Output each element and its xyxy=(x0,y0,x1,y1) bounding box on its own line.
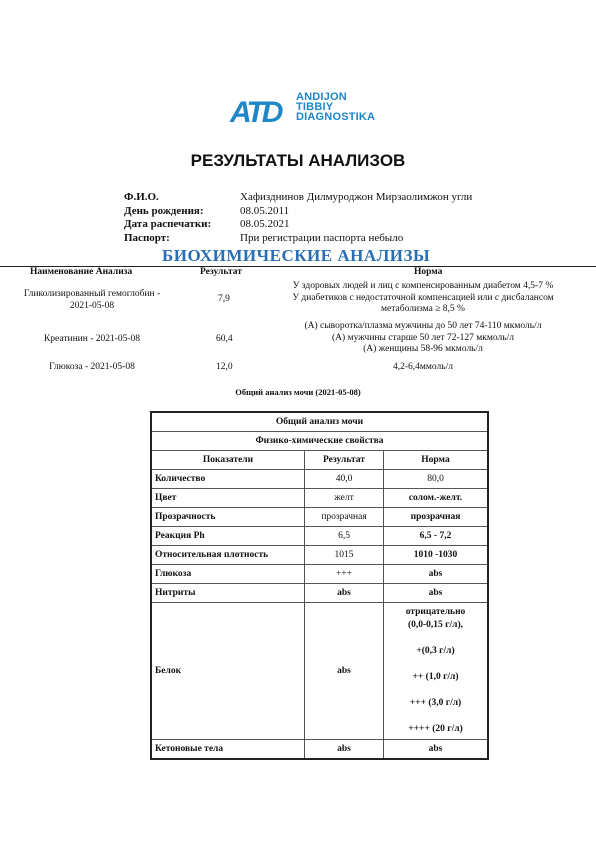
norm-line: +++ (3,0 г/л) xyxy=(409,698,462,708)
biochem-norm xyxy=(250,281,596,316)
logo-text xyxy=(296,92,375,122)
norm-line xyxy=(387,684,484,697)
info-row-passport xyxy=(124,232,472,246)
biochem-result: 12,0 xyxy=(216,362,233,372)
norm: прозрачная xyxy=(384,508,489,527)
logo-line: DIAGNOSTIKA xyxy=(296,111,376,123)
norm xyxy=(384,603,489,740)
param: Прозрачность xyxy=(151,508,305,527)
info-value: При регистрации паспорта небыло xyxy=(240,231,404,244)
logo-line: ANDIJON xyxy=(296,91,347,103)
table-section: Физико-химические свойства xyxy=(151,432,488,451)
biochem-name-line: Гликолизированный гемоглобин - xyxy=(23,289,161,299)
param: Реакция Ph xyxy=(151,527,305,546)
norm: abs xyxy=(384,565,489,584)
table-row xyxy=(151,489,488,508)
info-label: Дата распечатки: xyxy=(124,218,212,230)
biochem-norm xyxy=(250,321,596,356)
param: Нитриты xyxy=(151,584,305,603)
info-row-dob xyxy=(124,205,472,219)
info-value: 08.05.2011 xyxy=(240,204,290,217)
result: +++ xyxy=(305,565,384,584)
page-title: РЕЗУЛЬТАТЫ АНАЛИЗОВ xyxy=(190,151,406,170)
biochem-norm-line: У здоровых людей и лиц с компенсированным диабетом 4,5-7 % xyxy=(292,281,554,291)
table-section-row xyxy=(151,432,488,451)
norm-line xyxy=(387,710,484,723)
info-value: Хафизднинов Дилмуроджон Мирзаолимжон угли xyxy=(240,191,473,203)
norm: abs xyxy=(384,740,489,760)
header-result: Результат xyxy=(305,451,384,470)
biochem-norm-line: У диабетиков с недостаточной компенсацией или с дисбалансом xyxy=(292,292,554,303)
urine-caption: Общий анализ мочи (2021-05-08) xyxy=(235,387,361,397)
logo-line: TIBBIY xyxy=(296,101,334,113)
biochem-name xyxy=(0,289,184,312)
result: 40,0 xyxy=(305,470,384,489)
biochem-header-result: Результат xyxy=(200,267,242,277)
info-label: Ф.И.О. xyxy=(124,191,159,203)
norm-line xyxy=(387,658,484,671)
header-param: Показатели xyxy=(151,451,305,470)
norm-line: отрицательно xyxy=(405,607,466,617)
biochem-name: Креатинин - 2021-05-08 xyxy=(43,334,141,344)
table-row xyxy=(151,740,488,760)
biochem-norm-line: метаболизма ≥ 8,5 % xyxy=(381,304,465,314)
table-title-row xyxy=(151,412,488,432)
info-label: День рождения: xyxy=(124,204,204,217)
table-row xyxy=(151,508,488,527)
clinic-logo xyxy=(230,92,410,132)
norm-line: ++ (1,0 г/л) xyxy=(412,672,459,682)
norm: солом.-желт. xyxy=(384,489,489,508)
table-row xyxy=(151,565,488,584)
header-norm: Норма xyxy=(384,451,489,470)
result: прозрачная xyxy=(305,508,384,527)
norm-line: ++++ (20 г/л) xyxy=(408,724,463,734)
norm: abs xyxy=(384,584,489,603)
param: Количество xyxy=(151,470,305,489)
info-row-print-date xyxy=(124,218,472,232)
logo-mark: ATD xyxy=(230,96,281,129)
biochem-name-line: 2021-05-08 xyxy=(69,300,115,311)
table-row xyxy=(151,546,488,565)
param: Глюкоза xyxy=(151,565,305,584)
table-row xyxy=(151,470,488,489)
param: Цвет xyxy=(151,489,305,508)
norm: 1010 -1030 xyxy=(384,546,489,565)
norm-line xyxy=(387,632,484,645)
table-title: Общий анализ мочи xyxy=(151,412,488,432)
biochem-result: 60,4 xyxy=(216,334,233,344)
biochem-norm-line: (А) женщины 58-96 мкмоль/л xyxy=(363,344,483,354)
norm-line: +(0,3 г/л) xyxy=(416,646,455,656)
table-row xyxy=(151,584,488,603)
result: 1015 xyxy=(305,546,384,565)
table-header-row xyxy=(151,451,488,470)
result: 6,5 xyxy=(305,527,384,546)
urine-table xyxy=(150,411,489,760)
result: abs xyxy=(305,740,384,760)
biochem-norm-line: (А) сыворотка/плазма мужчины до 50 лет 74-110 мкмоль/л xyxy=(304,321,542,331)
table-row-protein xyxy=(151,603,488,740)
info-label: Паспорт: xyxy=(124,231,170,244)
biochem-name: Глюкоза - 2021-05-08 xyxy=(49,362,135,372)
biochem-title: БИОХИМИЧЕСКИЕ АНАЛИЗЫ xyxy=(162,246,431,265)
biochem-header-name: Наименование Анализа xyxy=(30,267,133,277)
patient-info xyxy=(124,191,472,245)
param: Белок xyxy=(151,603,305,740)
result: abs xyxy=(305,603,384,740)
result: abs xyxy=(305,584,384,603)
norm: 6,5 - 7,2 xyxy=(384,527,489,546)
biochem-norm-line: (А) мужчины старше 50 лет 72-127 мкмоль/л xyxy=(332,332,514,343)
table-row xyxy=(151,527,488,546)
param: Относительная плотность xyxy=(151,546,305,565)
biochem-norm: 4,2-6,4ммоль/л xyxy=(392,362,453,372)
info-value: 08.05.2021 xyxy=(240,218,290,230)
norm-line: (0,0-0,15 г/л), xyxy=(407,620,464,630)
info-row-fio xyxy=(124,191,472,205)
norm: 80,0 xyxy=(384,470,489,489)
biochem-header-norm: Норма xyxy=(414,267,443,277)
biochem-result: 7,9 xyxy=(218,294,230,304)
param: Кетоновые тела xyxy=(151,740,305,760)
result: желт xyxy=(305,489,384,508)
